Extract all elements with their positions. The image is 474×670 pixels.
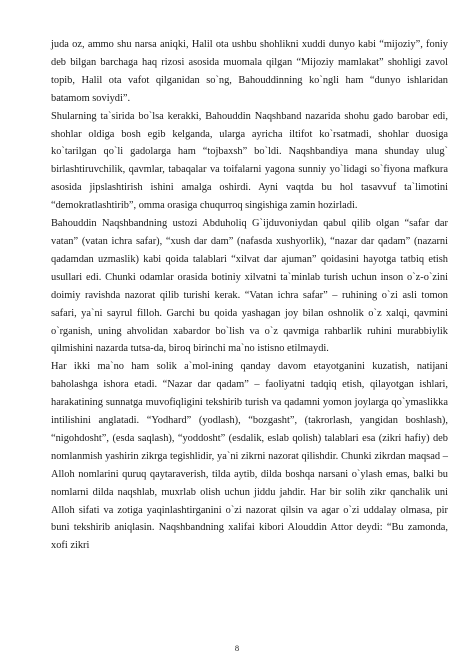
paragraph-3: Bahouddin Naqshbandning ustozi Abduholiq G`ijduvoniydan qabul qilib olgan “safar dar vatan” (vatan ichra safar), “xush dar dam” (nafasda xushyorlik), “nazar dar qadam” (nazarni qadamdan uzmaslik) kabi qoida talablari “xilvat dar ajuman” qoidasini hayotga tatbiq etish usullari edi. Chunki odamlar orasida botiniy xilvatni ta`minlab turish uchun inson o`z-o`zini doimiy ravishda nazorat qilib turishi kerak. “Vatan ichra safar” – ruhining o`zi asli tomon safari, ya`ni sayrul filloh. Garchi bu qoida yashagan joy bilan oshnolik o`z xalqi, qavmini o`rganish, uning ahvolidan xabardor bo`lish va o`z qavmiga rahbarlik ruhini murabbiylik qilmishini nazarda tutsa-da, biroq birinchi ma`no istisno etilmaydi.: [51, 218, 448, 355]
paragraph-1: juda oz, ammo shu narsa aniqki, Halil ota ushbu shohlikni xuddi dunyo kabi “mijoziy”, foniy deb bilgan barchaga haq rizosi asosida muomala qilgan “Mijoziy mamlakat” shohligi zavol topib, Halil ota vafot qilganidan so`ng, Bahouddinning ko`ngli ham “dunyo ishlaridan batamom soviydi”.: [51, 39, 448, 104]
paragraph-2: Shularning ta`sirida bo`lsa kerakki, Bahouddin Naqshband nazarida shohu gado barobar edi, shohlar oldiga bosh egib kelganda, ularga ayricha iltifot ko`rsatmadi, shohlar duosiga ko`tarilgan qo`li gadolarga ham “tojbaxsh” bo`ldi. Naqshbandiya mana shunday ulug` birlashtiruvchilik, qavmlar, tabaqalar va toifalarni yagona sunniy yo`lidagi so`fiyona mafkura asosida jipslashtirish ishini amalga oshirdi. Ayni vaqtda bu hol tasavvuf ta`limotini “demokratlashtirib”, omma orasiga chuqurroq singishiga zamin hozirladi.: [51, 110, 448, 212]
paragraph-4: Har ikki ma`no ham solik a`mol-ining qanday davom etayotganini kuzatish, natijani baholashga ishora etadi. “Nazar dar qadam” – faoliyatni tadqiq etish, qilayotgan ishlari, harakatining sunnatga muvofiqligini tekshirib turish va qadamni yomon joylarga qo`ymaslikka intilishini anglatadi. “Yodhard” (yodlash), “bozgasht”, (takrorlash, yangidan boshlash), “nigohdosht”, (esda saqlash), “yoddosht” (esdalik, eslab qolish) talablari esa (zikri hafiy) deb nomlanmish yashirin zikrga tegishlidir, ya`ni zikrni nazorat qilishdir. Chunki zikrdan maqsad – Alloh nomlarini quruq qaytaraverish, tilda aytib, dilda boshqa narsani o`ylash emas, balki bu nomlarni dilda naqshlab, muxrlab olish uchun jiddu jahdir. Har bir solih zikr qanchalik uni Alloh sifati va zotiga yaqinlashtirganini o`zi nazorat qilsin va agar o`zi uddalay olmasa, pir buni tekshirib aniqlasin. Naqshbandning xalifai kibori Alouddin Attor deydi: “Bu zamonda, xofi zikri: [51, 361, 448, 552]
body-text: [51, 36, 448, 555]
page-number: 8: [234, 643, 240, 653]
